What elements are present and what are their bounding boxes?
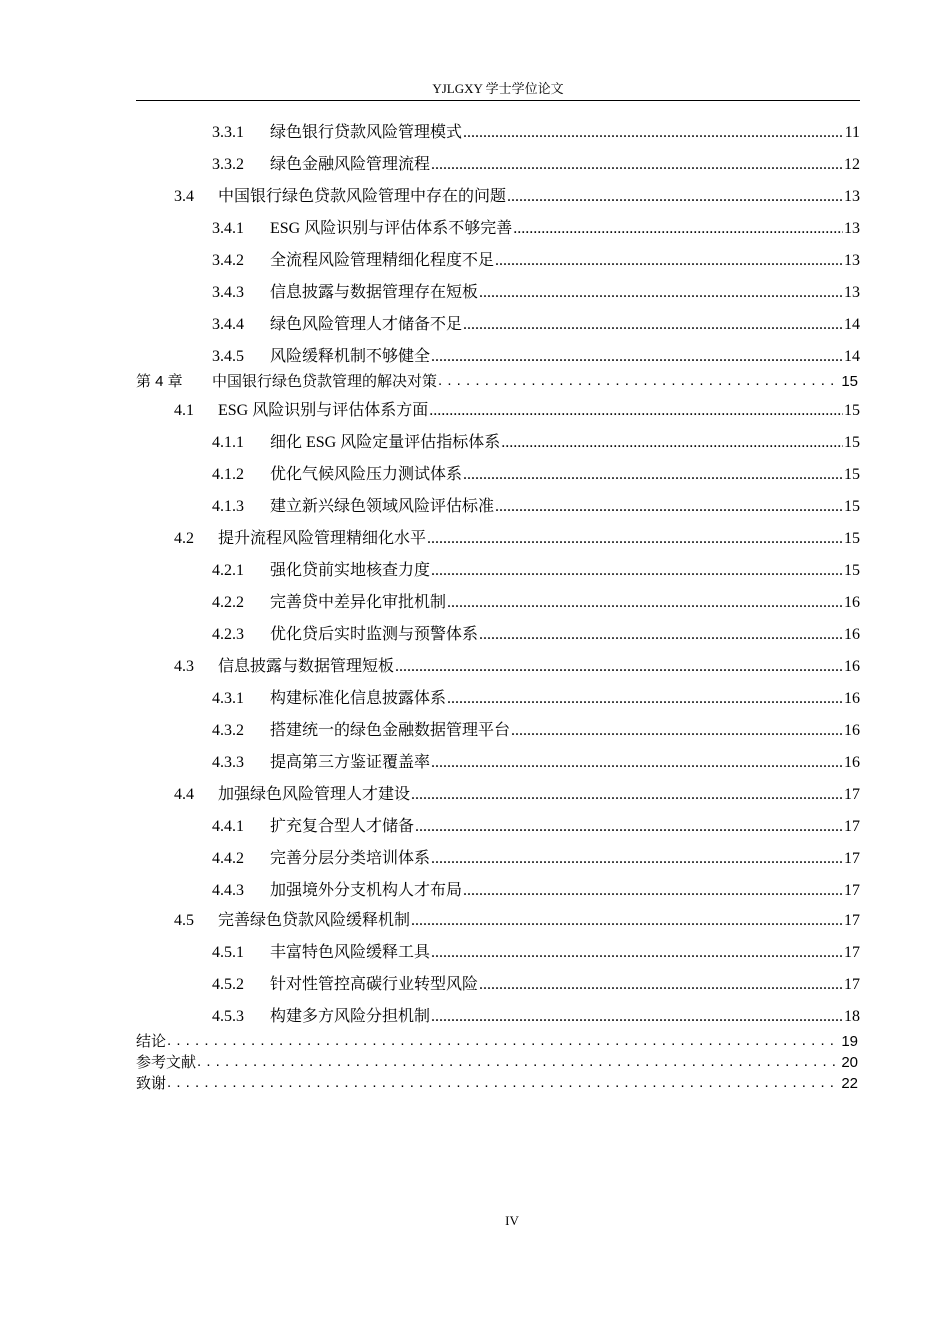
toc-entry-page: 16: [844, 754, 860, 771]
toc-entry[interactable]: [212, 752, 860, 774]
toc-entry-number: 4.5: [174, 912, 194, 929]
toc-entry[interactable]: [212, 496, 860, 518]
toc-entry-title: 提升流程风险管理精细化水平: [218, 530, 427, 547]
dot-leader: [429, 400, 843, 422]
toc-entry-page: 17: [844, 818, 860, 835]
toc-entry[interactable]: [174, 656, 860, 678]
toc-entry[interactable]: [212, 624, 860, 646]
toc-entry-number: 第 4 章: [136, 373, 183, 390]
dot-leader: [411, 784, 843, 806]
dot-leader: [507, 186, 843, 208]
toc-entry-backmatter[interactable]: [136, 1074, 858, 1094]
toc-entry-number: 4.3.1: [212, 690, 244, 707]
toc-entry-number: 4.4.1: [212, 818, 244, 835]
toc-entry-title: 中国银行绿色贷款管理的解决对策: [212, 373, 438, 390]
dot-leader: [431, 1006, 843, 1028]
toc-entry-title: 信息披露与数据管理短板: [218, 658, 395, 675]
toc-entry-title: 扩充复合型人才储备: [270, 818, 415, 835]
dot-leader: [197, 1051, 840, 1073]
toc-entry-title: 结论: [136, 1033, 167, 1050]
toc-entry[interactable]: [174, 528, 860, 550]
toc-entry-title: 针对性管控高碳行业转型风险: [270, 976, 479, 993]
toc-entry-number: 4.1.1: [212, 434, 244, 451]
toc-entry[interactable]: [212, 816, 860, 838]
dot-leader: [431, 346, 843, 368]
toc-entry-number: 4.2: [174, 530, 194, 547]
toc-entry-title: 丰富特色风险缓释工具: [270, 944, 431, 961]
toc-entry-page: 12: [844, 156, 860, 173]
toc-entry-title: 构建多方风险分担机制: [270, 1008, 431, 1025]
dot-leader: [513, 218, 843, 240]
toc-entry-title: 完善绿色贷款风险缓释机制: [218, 912, 411, 929]
dot-leader: [431, 942, 843, 964]
toc-entry[interactable]: [212, 464, 860, 486]
toc-entry-page: 17: [844, 976, 860, 993]
toc-entry-page: 17: [844, 882, 860, 899]
toc-entry-number: 3.3.1: [212, 124, 244, 141]
toc-entry-title: 提高第三方鉴证覆盖率: [270, 754, 431, 771]
dot-leader: [427, 528, 843, 550]
toc-entry-title: 全流程风险管理精细化程度不足: [270, 252, 495, 269]
dot-leader: [479, 624, 843, 646]
toc-entry-title: 致谢: [136, 1075, 167, 1092]
toc-entry-number: 3.4.2: [212, 252, 244, 269]
toc-entry-number: 4.4: [174, 786, 194, 803]
dot-leader: [167, 1072, 840, 1094]
header-rule: [136, 100, 860, 101]
toc-entry-backmatter[interactable]: [136, 1053, 858, 1073]
toc-entry[interactable]: [212, 688, 860, 710]
toc-entry-page: 16: [844, 594, 860, 611]
toc-entry-page: 13: [844, 284, 860, 301]
dot-leader: [463, 880, 843, 902]
toc-entry-page: 15: [844, 434, 860, 451]
toc-entry-number: 4.5.1: [212, 944, 244, 961]
toc-entry[interactable]: [212, 592, 860, 614]
dot-leader: [431, 154, 843, 176]
dot-leader: [167, 1030, 840, 1052]
toc-entry-page: 17: [844, 944, 860, 961]
toc-entry[interactable]: [212, 154, 860, 176]
toc-entry-page: 17: [844, 850, 860, 867]
toc-entry-page: 16: [844, 626, 860, 643]
toc-entry[interactable]: [212, 122, 860, 144]
toc-entry-number: 4.2.3: [212, 626, 244, 643]
toc-entry-title: 搭建统一的绿色金融数据管理平台: [270, 722, 511, 739]
toc-entry[interactable]: [212, 314, 860, 336]
toc-entry[interactable]: [212, 848, 860, 870]
toc-entry[interactable]: [212, 282, 860, 304]
dot-leader: [463, 464, 843, 486]
toc-entry[interactable]: [212, 432, 860, 454]
toc-entry-page: 16: [844, 690, 860, 707]
toc-entry[interactable]: [212, 720, 860, 742]
toc-entry[interactable]: [212, 974, 860, 996]
dot-leader: [438, 370, 840, 392]
toc-entry-title: 风险缓释机制不够健全: [270, 348, 431, 365]
toc-entry-page: 16: [844, 722, 860, 739]
toc-entry-number: 3.4.4: [212, 316, 244, 333]
dot-leader: [511, 720, 843, 742]
dot-leader: [431, 848, 843, 870]
toc-entry-number: 3.3.2: [212, 156, 244, 173]
toc-entry-page: 15: [844, 498, 860, 515]
toc-entry[interactable]: [212, 880, 860, 902]
toc-entry[interactable]: [212, 942, 860, 964]
toc-entry-page: 14: [844, 316, 860, 333]
toc-entry-page: 13: [844, 188, 860, 205]
toc-entry-title: 绿色银行贷款风险管理模式: [270, 124, 463, 141]
dot-leader: [479, 974, 843, 996]
toc-entry-page: 13: [844, 252, 860, 269]
toc-entry-title: 完善分层分类培训体系: [270, 850, 431, 867]
toc-entry-number: 4.5.2: [212, 976, 244, 993]
toc-entry-page: 14: [844, 348, 860, 365]
toc-entry-page: 15: [844, 466, 860, 483]
toc-entry-number: 4.3.2: [212, 722, 244, 739]
toc-entry[interactable]: [174, 784, 860, 806]
toc-entry-title: 建立新兴绿色领域风险评估标准: [270, 498, 495, 515]
toc-entry-title: 强化贷前实地核查力度: [270, 562, 431, 579]
dot-leader: [479, 282, 843, 304]
toc-entry-title: 构建标准化信息披露体系: [270, 690, 447, 707]
toc-entry-page: 11: [844, 124, 860, 141]
dot-leader: [447, 688, 843, 710]
toc-entry[interactable]: [212, 218, 860, 240]
page-number-footer: IV: [505, 1213, 519, 1228]
dot-leader: [431, 752, 843, 774]
toc-entry-title: 完善贷中差异化审批机制: [270, 594, 447, 611]
toc-entry-page: 15: [844, 562, 860, 579]
dot-leader: [411, 910, 843, 932]
toc-entry-number: 3.4.3: [212, 284, 244, 301]
toc-entry-page: 22: [841, 1075, 858, 1092]
dot-leader: [495, 250, 843, 272]
toc-entry[interactable]: [212, 346, 860, 368]
toc-entry-page: 15: [841, 373, 858, 390]
dot-leader: [447, 592, 843, 614]
toc-entry-title: 加强境外分支机构人才布局: [270, 882, 463, 899]
toc-entry-title: ESG 风险识别与评估体系不够完善: [270, 220, 513, 237]
toc-entry-number: 3.4.5: [212, 348, 244, 365]
toc-entry-title: 中国银行绿色贷款风险管理中存在的问题: [218, 188, 507, 205]
toc-entry[interactable]: [174, 400, 860, 422]
dot-leader: [415, 816, 843, 838]
toc-entry-page: 13: [844, 220, 860, 237]
toc-entry-page: 17: [844, 912, 860, 929]
toc-entry-number: 4.3.3: [212, 754, 244, 771]
toc-entry-number: 4.1.2: [212, 466, 244, 483]
toc-entry-page: 19: [841, 1033, 858, 1050]
toc-entry-title: 信息披露与数据管理存在短板: [270, 284, 479, 301]
dot-leader: [395, 656, 843, 678]
dot-leader: [431, 560, 843, 582]
toc-entry-title: 优化贷后实时监测与预警体系: [270, 626, 479, 643]
dot-leader: [495, 496, 843, 518]
toc-entry-page: 15: [844, 530, 860, 547]
dot-leader: [463, 314, 843, 336]
toc-entry-title: 优化气候风险压力测试体系: [270, 466, 463, 483]
running-header: YJLGXY 学士学位论文: [432, 81, 564, 96]
toc-entry-number: 4.1: [174, 402, 194, 419]
toc-entry[interactable]: [212, 560, 860, 582]
toc-entry-backmatter[interactable]: [136, 1032, 858, 1052]
toc-entry-number: 4.4.3: [212, 882, 244, 899]
toc-entry-title: 绿色金融风险管理流程: [270, 156, 431, 173]
toc-entry-title: 加强绿色风险管理人才建设: [218, 786, 411, 803]
toc-entry-title: ESG 风险识别与评估体系方面: [218, 402, 429, 419]
toc-entry-title: 绿色风险管理人才储备不足: [270, 316, 463, 333]
toc-entry-chapter[interactable]: [136, 372, 858, 392]
dot-leader: [463, 122, 844, 144]
toc-entry-page: 15: [844, 402, 860, 419]
toc-entry-title: 参考文献: [136, 1054, 197, 1071]
toc-entry-page: 17: [844, 786, 860, 803]
toc-entry-number: 4.2.1: [212, 562, 244, 579]
toc-entry-number: 3.4: [174, 188, 194, 205]
toc-entry[interactable]: [174, 186, 860, 208]
toc-entry-page: 16: [844, 658, 860, 675]
toc-entry-page: 18: [844, 1008, 860, 1025]
toc-entry-number: 4.4.2: [212, 850, 244, 867]
toc-entry-page: 20: [841, 1054, 858, 1071]
toc-entry-number: 4.2.2: [212, 594, 244, 611]
toc-entry-number: 4.5.3: [212, 1008, 244, 1025]
toc-entry-number: 4.3: [174, 658, 194, 675]
toc-entry-title: 细化 ESG 风险定量评估指标体系: [270, 434, 501, 451]
toc-entry-number: 4.1.3: [212, 498, 244, 515]
toc-entry[interactable]: [174, 910, 860, 932]
toc-entry[interactable]: [212, 1006, 860, 1028]
toc-entry-number: 3.4.1: [212, 220, 244, 237]
dot-leader: [501, 432, 843, 454]
toc-entry[interactable]: [212, 250, 860, 272]
